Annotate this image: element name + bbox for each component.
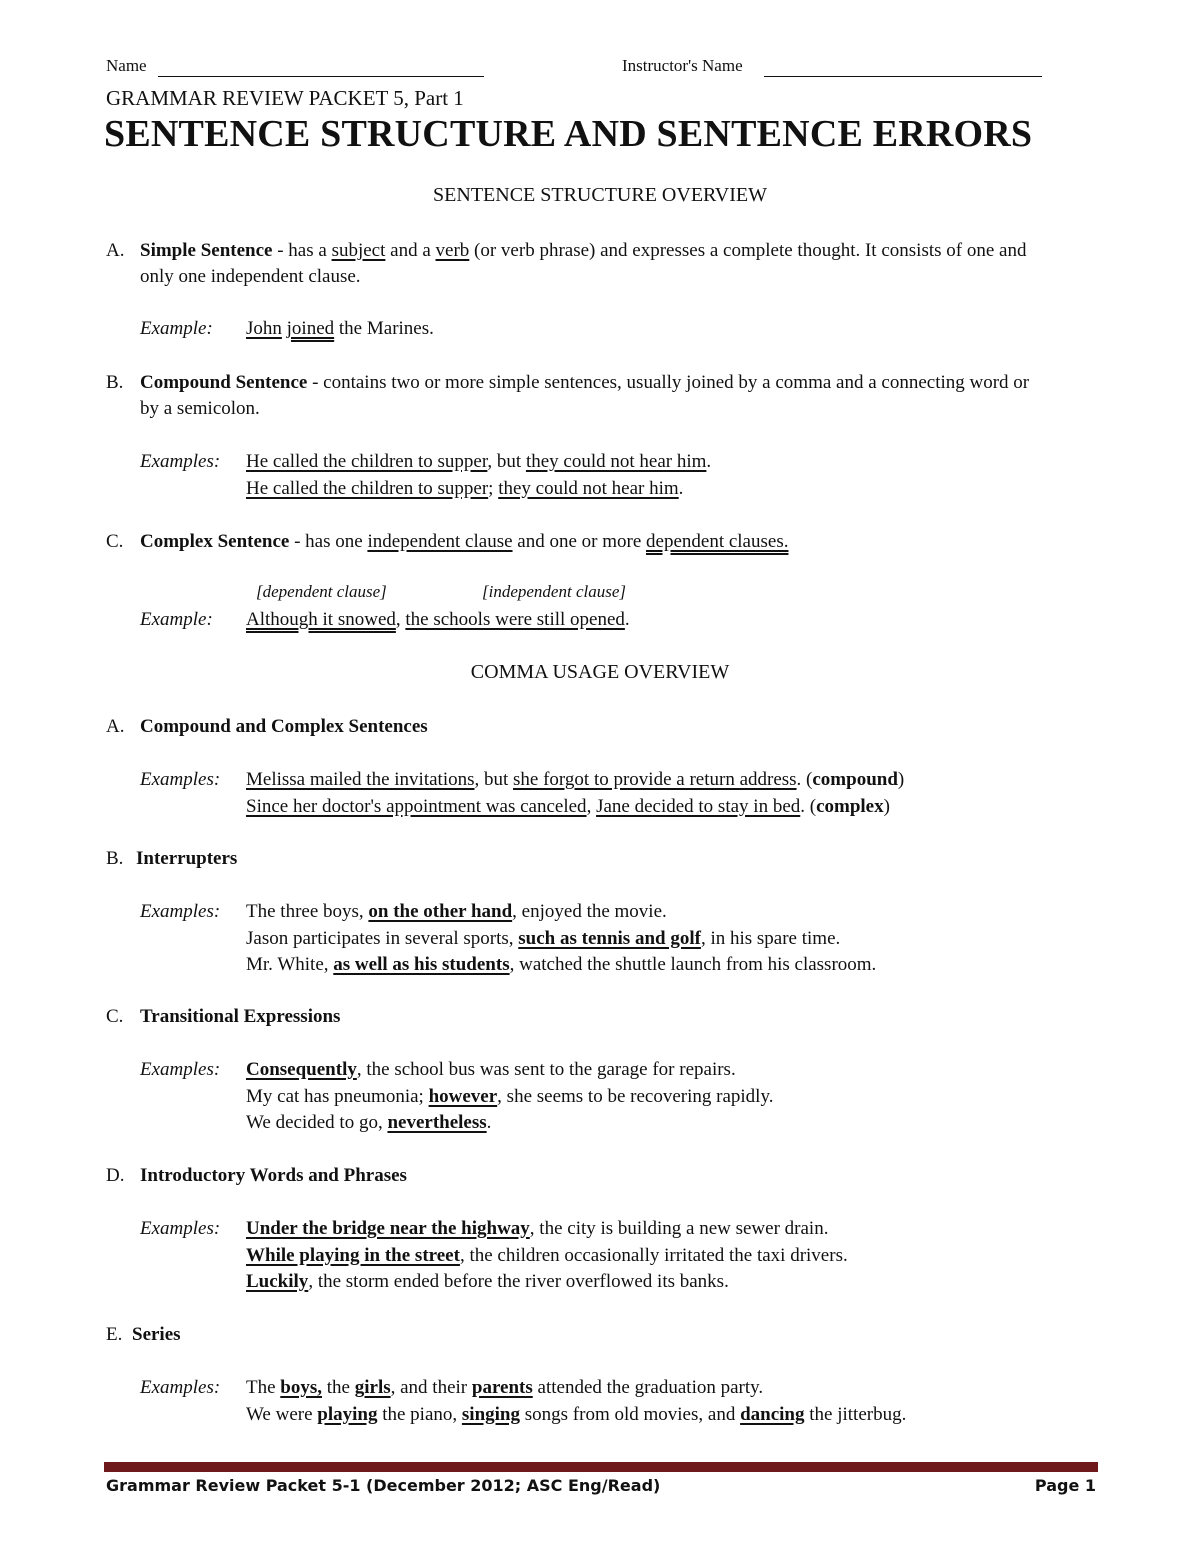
page-title: SENTENCE STRUCTURE AND SENTENCE ERRORS	[104, 113, 1033, 155]
transition-word: Consequently	[246, 1059, 357, 1080]
example-line	[246, 1375, 906, 1402]
text-run: - has a	[272, 240, 332, 261]
example-line	[246, 794, 904, 821]
clause-underline: they could not hear him	[498, 477, 679, 499]
section-title: Interrupters	[136, 848, 238, 869]
transition-word: however	[428, 1085, 498, 1107]
text-run: , in his spare time.	[700, 927, 841, 949]
text-run: the jitterbug.	[804, 1403, 907, 1425]
introductory-phrase: While playing in the street	[246, 1244, 460, 1266]
text-run: and a	[385, 240, 436, 261]
example-label: Examples:	[140, 1059, 221, 1080]
text-run: the	[322, 1377, 355, 1398]
item-letter: A.	[106, 716, 125, 737]
example-line	[246, 926, 876, 953]
item-letter: C.	[106, 1006, 124, 1027]
example-line	[246, 316, 434, 343]
text-run: - has one	[289, 531, 368, 552]
subject-underline: John	[246, 318, 282, 339]
independent-clause-underline: independent clause	[367, 531, 513, 552]
item-letter: A.	[106, 240, 125, 261]
item-letter: B.	[106, 372, 124, 393]
text-run: ,	[395, 609, 406, 630]
text-run: .	[678, 477, 684, 499]
text-run: , the storm ended before the river overflowed its banks.	[308, 1271, 729, 1292]
example-label: Examples:	[140, 1218, 221, 1239]
name-row	[106, 56, 1096, 80]
text-run: , but	[474, 769, 514, 790]
definition-text	[140, 238, 1046, 290]
section-title: Compound and Complex Sentences	[140, 716, 428, 737]
series-item: boys,	[280, 1377, 323, 1398]
definition-text	[140, 529, 1046, 555]
dependent-clause-underline: dependent clauses.	[646, 531, 789, 552]
example-line	[246, 1269, 848, 1296]
instructor-name-blank-line[interactable]	[764, 76, 1042, 77]
text-run: songs from old movies, and	[520, 1403, 741, 1425]
clause-underline: Melissa mailed the invitations	[246, 769, 475, 790]
example-line	[246, 476, 711, 503]
interrupter-phrase: on the other hand	[368, 901, 513, 922]
item-letter: C.	[106, 531, 124, 552]
text-run: The	[246, 1377, 281, 1398]
text-run: We decided to go,	[246, 1112, 388, 1133]
example-line	[246, 1243, 848, 1270]
example-line	[246, 607, 630, 634]
text-run: The three boys,	[246, 901, 369, 922]
section-title: Series	[132, 1324, 181, 1345]
example-line	[246, 1057, 773, 1084]
text-run: .	[624, 609, 630, 630]
name-label: Name	[106, 56, 147, 75]
text-run: ,	[586, 795, 597, 817]
introductory-phrase: Under the bridge near the highway	[246, 1218, 530, 1239]
text-run: .	[486, 1112, 492, 1133]
packet-label: GRAMMAR REVIEW PACKET 5, Part 1	[106, 86, 464, 110]
interrupter-phrase: such as tennis and golf	[518, 927, 701, 949]
introductory-phrase: Luckily	[246, 1271, 309, 1292]
text-run: - contains two or more simple sentences, usually joined by a comma and a connecting word or by a semicolon.	[140, 372, 1030, 419]
clause-underline: Jane decided to stay in bed	[596, 795, 801, 817]
text-run: the Marines.	[334, 318, 434, 339]
example-line	[246, 767, 904, 794]
item-letter: D.	[106, 1165, 125, 1186]
example-label: Examples:	[140, 769, 221, 790]
example-label: Examples:	[140, 1377, 221, 1398]
clause-underline: Since her doctor's appointment was canceled	[246, 795, 587, 817]
clause-underline: she forgot to provide a return address	[513, 769, 797, 790]
transition-word: nevertheless	[387, 1112, 487, 1133]
text-run: My cat has pneumonia;	[246, 1085, 429, 1107]
term: Complex Sentence	[140, 531, 290, 552]
text-run: )	[897, 769, 905, 790]
footer-rule	[104, 1462, 1098, 1472]
text-run: We were	[246, 1403, 318, 1425]
dependent-clause-underline: Although it snowed	[246, 609, 396, 630]
definition-text	[140, 370, 1046, 422]
text-run: , and their	[390, 1377, 472, 1398]
example-label: Examples:	[140, 901, 221, 922]
subject-underline: subject	[331, 240, 386, 261]
text-run: . (	[800, 795, 817, 817]
example-line	[246, 1084, 773, 1111]
text-run: , watched the shuttle launch from his classroom.	[509, 954, 877, 975]
text-run: attended the graduation party.	[532, 1377, 764, 1398]
example-line	[246, 1110, 773, 1137]
text-run: , enjoyed the movie.	[512, 901, 667, 922]
series-item: dancing	[740, 1403, 805, 1425]
interrupter-phrase: as well as his students	[333, 954, 510, 975]
text-run: (or verb phrase) and expresses a complete thought. It consists of one and only one independent clause.	[140, 240, 1027, 287]
example-line	[246, 449, 711, 476]
example-line	[246, 1402, 906, 1429]
text-run: Mr. White,	[246, 954, 334, 975]
series-item: parents	[471, 1377, 533, 1398]
text-run: , but	[487, 451, 526, 472]
series-item: singing	[461, 1403, 520, 1425]
example-label: Example:	[140, 609, 213, 630]
independent-clause-underline: the schools were still opened	[405, 609, 625, 630]
text-run: .	[706, 451, 712, 472]
clause-underline: He called the children to supper	[246, 451, 488, 472]
sentence-type-tag: compound	[812, 769, 898, 790]
clause-underline: He called the children to supper	[246, 477, 489, 499]
name-blank-line[interactable]	[158, 76, 484, 77]
example-label: Examples:	[140, 451, 221, 472]
independent-clause-label: [independent clause]	[482, 582, 626, 601]
text-run: , the children occasionally irritated the taxi drivers.	[459, 1244, 848, 1266]
term: Simple Sentence	[140, 240, 273, 261]
text-run: , she seems to be recovering rapidly.	[497, 1085, 774, 1107]
verb-underline: joined	[286, 318, 335, 339]
text-run: and one or more	[512, 531, 647, 552]
text-run: )	[883, 795, 890, 817]
item-letter: B.	[106, 848, 124, 869]
verb-underline: verb	[435, 240, 470, 261]
series-item: playing	[317, 1403, 378, 1425]
text-run: . (	[796, 769, 813, 790]
structure-heading: SENTENCE STRUCTURE OVERVIEW	[433, 184, 767, 206]
section-title: Introductory Words and Phrases	[140, 1165, 407, 1186]
sentence-type-tag: complex	[816, 795, 884, 817]
example-label: Example:	[140, 318, 213, 339]
dependent-clause-label: [dependent clause]	[256, 582, 387, 601]
text-run: the piano,	[377, 1403, 462, 1425]
example-line	[246, 952, 876, 979]
example-line	[246, 1216, 848, 1243]
text-run: , the school bus was sent to the garage for repairs.	[356, 1059, 736, 1080]
page-number: Page 1	[1034, 1476, 1096, 1495]
section-title: Transitional Expressions	[140, 1006, 341, 1027]
text-run: Jason participates in several sports,	[246, 927, 519, 949]
text-run: , the city is building a new sewer drain.	[529, 1218, 829, 1239]
term: Compound Sentence	[140, 372, 308, 393]
series-item: girls	[354, 1377, 391, 1398]
footer-citation: Grammar Review Packet 5-1 (December 2012; ASC Eng/Read)	[106, 1476, 661, 1495]
comma-heading: COMMA USAGE OVERVIEW	[470, 661, 730, 683]
instructor-name-label: Instructor's Name	[622, 56, 743, 75]
text-run: ;	[488, 477, 499, 499]
item-letter: E.	[106, 1324, 123, 1345]
clause-underline: they could not hear him	[525, 451, 707, 472]
example-line	[246, 899, 876, 926]
